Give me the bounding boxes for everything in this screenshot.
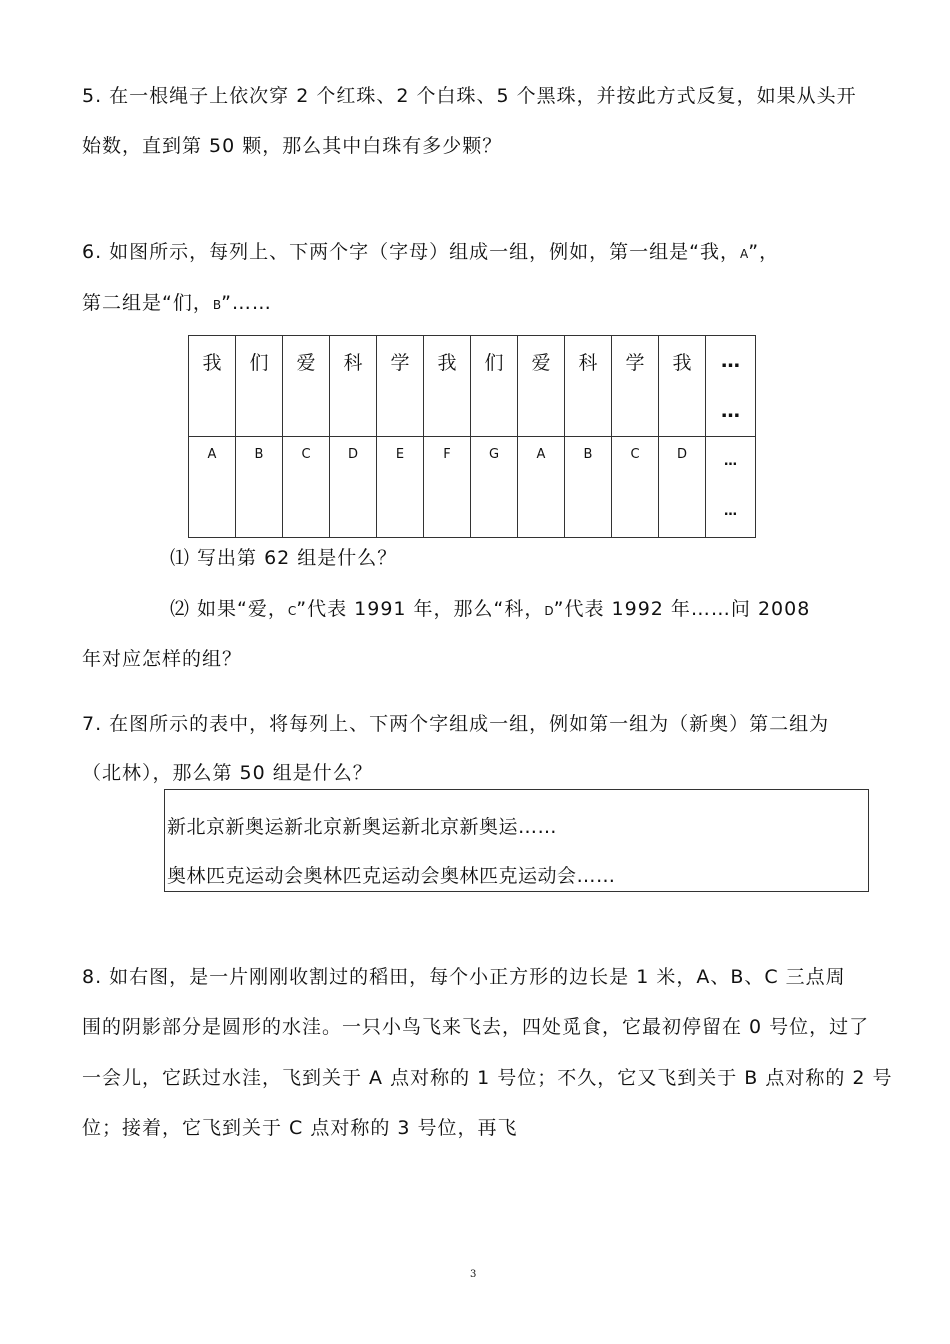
q6-sub2-letter-d: D: [544, 604, 554, 618]
q6-cell-text: F: [443, 447, 451, 462]
q6-cell-text: 学: [390, 352, 410, 374]
q6-cell: [236, 336, 283, 437]
q8-line-4: 位；接着，它飞到关于 C 点对称的 3 号位，再飞: [82, 1117, 518, 1139]
q6-cell-text: 科: [343, 352, 363, 374]
q6-sub-question-2-line-2: 年对应怎样的组？: [82, 648, 243, 670]
q6-cell: [236, 437, 283, 538]
q6-cell-text: 我: [672, 352, 692, 374]
q6-sub-question-2-line-1: [170, 597, 810, 623]
q6-cell: [518, 437, 565, 538]
q6-cell: [518, 336, 565, 437]
q6-cell: [330, 336, 377, 437]
q6-line-1-text: 6. 如图所示，每列上、下两个字（字母）组成一组，例如，第一组是“我，: [82, 241, 741, 263]
q6-line-1: [82, 240, 779, 266]
q6-cell: [424, 437, 471, 538]
q6-cell: [565, 336, 612, 437]
q6-cell: [283, 336, 330, 437]
q6-cell-text: D: [347, 447, 358, 462]
q6-table: [188, 335, 756, 538]
q6-line-2-text: 第二组是“们，: [82, 292, 213, 314]
q6-cell-text: E: [395, 447, 405, 462]
q6-table-top-row: [189, 336, 756, 437]
q6-cell-text: 爱: [296, 352, 316, 374]
q6-cell: [471, 437, 518, 538]
q6-cell-text: C: [301, 447, 311, 462]
q6-cell: [612, 336, 659, 437]
q6-cell-text: D: [676, 447, 687, 462]
q6-line-2: [82, 291, 272, 317]
q6-letter-b: B: [212, 298, 222, 312]
q6-sub2-text-end: ”代表 1992 年……问 2008: [553, 598, 811, 620]
q6-cell: [283, 437, 330, 538]
q6-table-bottom-row: [189, 437, 756, 538]
q6-ellipsis-cell: [706, 437, 756, 538]
q5-line-2: 始数，直到第 50 颗，那么其中白珠有多少颗？: [82, 135, 503, 157]
q6-cell-text: 我: [437, 352, 457, 374]
q6-sub2-text: ⑵ 如果“爱，: [170, 598, 288, 620]
q6-cell: [377, 437, 424, 538]
q8-line-1: 8. 如右图，是一片刚刚收割过的稻田，每个小正方形的边长是 1 米，A、B、C 三点周: [82, 966, 846, 988]
q6-cell-text: A: [207, 447, 217, 462]
ellipsis: …: [721, 400, 740, 422]
q7-line-1: 7. 在图所示的表中，将每列上、下两个字组成一组，例如第一组为（新奥）第二组为: [82, 713, 830, 735]
q8-line-2: 围的阴影部分是圆形的水洼。一只小鸟飞来飞去，四处觅食，它最初停留在 0 号位，过了: [82, 1016, 870, 1038]
q7-box-line-1: 新北京新奥运新北京新奥运新北京新奥运……: [167, 816, 558, 838]
q6-sub2-text-mid: ”代表 1991 年，那么“科，: [296, 598, 545, 620]
q6-cell: [659, 336, 706, 437]
q6-cell-text: B: [254, 447, 264, 462]
q7-box-line-2: 奥林匹克运动会奥林匹克运动会奥林匹克运动会……: [167, 865, 616, 887]
q6-cell: [377, 336, 424, 437]
q6-sub-question-1: ⑴ 写出第 62 组是什么？: [170, 547, 398, 569]
q6-cell: [612, 437, 659, 538]
q6-cell: [189, 437, 236, 538]
q6-line-1-end: ”，: [748, 241, 780, 263]
q6-cell-text: 们: [484, 352, 504, 374]
q6-cell: [471, 336, 518, 437]
q6-cell: [565, 437, 612, 538]
q6-cell-text: 我: [202, 352, 222, 374]
ellipsis: …: [724, 504, 737, 519]
q7-box: [164, 789, 869, 892]
q6-cell: [189, 336, 236, 437]
page-number: 3: [470, 1269, 477, 1280]
q6-cell: [424, 336, 471, 437]
q6-cell-text: 们: [249, 352, 269, 374]
q6-cell: [330, 437, 377, 538]
q8-line-3: 一会儿，它跃过水洼，飞到关于 A 点对称的 1 号位；不久，它又飞到关于 B 点对称的 2 号: [82, 1067, 893, 1089]
q6-cell-text: 科: [578, 352, 598, 374]
q6-ellipsis-cell: [706, 336, 756, 437]
q7-line-2: （北林），那么第 50 组是什么？: [82, 762, 373, 784]
q6-letter-a: A: [740, 247, 749, 261]
ellipsis: …: [724, 454, 737, 469]
q6-cell-text: 爱: [531, 352, 551, 374]
q6-cell: [659, 437, 706, 538]
q6-cell-text: 学: [625, 352, 645, 374]
q6-cell-text: A: [536, 447, 546, 462]
q6-line-2-end: ”……: [221, 292, 272, 314]
q6-cell-text: G: [488, 447, 500, 462]
q6-cell-text: B: [583, 447, 593, 462]
q6-sub2-letter-c: C: [287, 604, 297, 618]
ellipsis: …: [721, 350, 740, 372]
q6-cell-text: C: [630, 447, 640, 462]
q5-line-1: 5. 在一根绳子上依次穿 2 个红珠、2 个白珠、5 个黑珠，并按此方式反复，如果从头开: [82, 85, 857, 107]
